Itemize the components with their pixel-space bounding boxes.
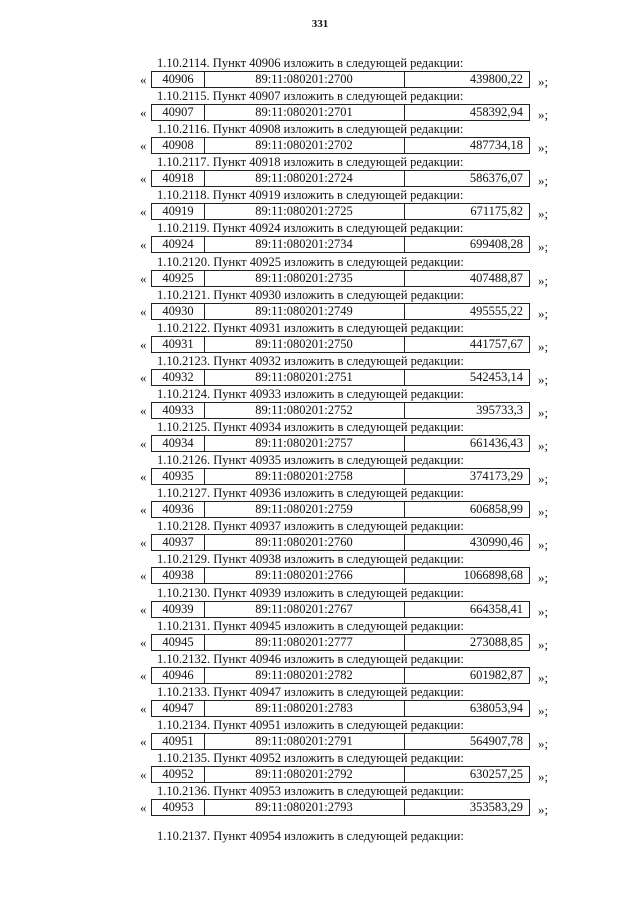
cadastral-number-cell: 89:11:080201:2725 [204, 203, 405, 220]
cadastral-number-cell: 89:11:080201:2734 [204, 236, 405, 253]
cadastral-number-cell: 89:11:080201:2701 [204, 104, 405, 121]
amendment-entry [0, 685, 640, 718]
amendment-entry [0, 221, 640, 254]
amendment-entry [0, 354, 640, 387]
amendment-heading: 1.10.2127. Пункт 40936 изложить в следующей редакции: [157, 486, 464, 501]
opening-quote: « [140, 667, 147, 683]
opening-quote: « [140, 601, 147, 617]
amendment-entry [0, 89, 640, 122]
closing-quote: »; [538, 206, 549, 222]
item-number-cell: 40906 [151, 71, 205, 88]
item-number-cell: 40932 [151, 369, 205, 386]
table-row [0, 468, 640, 485]
closing-quote: »; [538, 603, 549, 619]
value-cell: 273088,85 [405, 634, 530, 651]
cadastral-number-cell: 89:11:080201:2766 [204, 567, 405, 584]
table-row [0, 601, 640, 618]
amendment-heading: 1.10.2133. Пункт 40947 изложить в следующей редакции: [157, 684, 464, 699]
cadastral-number-cell: 89:11:080201:2752 [204, 402, 405, 419]
value-cell: 542453,14 [405, 369, 530, 386]
table-row [0, 336, 640, 353]
closing-quote: »; [538, 570, 549, 586]
amendment-entry [0, 453, 640, 486]
opening-quote: « [140, 72, 147, 87]
table-row [0, 634, 640, 651]
value-cell: 564907,78 [405, 733, 530, 750]
amendment-heading: 1.10.2134. Пункт 40951 изложить в следующей редакции: [157, 717, 464, 732]
amendment-entry [0, 586, 640, 619]
value-cell: 495555,22 [405, 303, 530, 320]
amendment-heading: 1.10.2123. Пункт 40932 изложить в следующей редакции: [157, 353, 464, 368]
cadastral-number-cell: 89:11:080201:2702 [204, 137, 405, 154]
table-row [0, 766, 640, 783]
opening-quote: « [140, 105, 147, 121]
table-row [0, 733, 640, 750]
closing-quote: »; [538, 702, 549, 718]
item-number-cell: 40908 [151, 137, 205, 154]
item-number-cell: 40953 [151, 799, 205, 816]
amendment-entry [0, 56, 640, 89]
amendment-list [0, 56, 640, 817]
opening-quote: « [140, 535, 147, 551]
amendment-entry [0, 122, 640, 155]
closing-quote: »; [538, 173, 549, 189]
value-cell: 601982,87 [405, 667, 530, 684]
amendment-heading: 1.10.2132. Пункт 40946 изложить в следующей редакции: [157, 651, 464, 666]
closing-quote: »; [538, 404, 549, 420]
item-number-cell: 40936 [151, 501, 205, 518]
table-row [0, 534, 640, 551]
amendment-entry [0, 652, 640, 685]
opening-quote: « [140, 634, 147, 650]
table-row [0, 435, 640, 452]
opening-quote: « [140, 733, 147, 749]
value-cell: 439800,22 [405, 71, 530, 88]
cadastral-number-cell: 89:11:080201:2757 [204, 435, 405, 452]
value-cell: 671175,82 [405, 203, 530, 220]
item-number-cell: 40918 [151, 170, 205, 187]
opening-quote: « [140, 138, 147, 154]
value-cell: 664358,41 [405, 601, 530, 618]
item-number-cell: 40925 [151, 270, 205, 287]
page-number: 331 [311, 18, 329, 30]
table-row [0, 700, 640, 717]
closing-quote: »; [538, 107, 549, 123]
item-number-cell: 40938 [151, 567, 205, 584]
amendment-entry [0, 486, 640, 519]
item-number-cell: 40952 [151, 766, 205, 783]
amendment-entry [0, 155, 640, 188]
amendment-heading: 1.10.2125. Пункт 40934 изложить в следующей редакции: [157, 420, 464, 435]
item-number-cell: 40939 [151, 601, 205, 618]
opening-quote: « [140, 800, 147, 816]
amendment-heading: 1.10.2130. Пункт 40939 изложить в следующей редакции: [157, 585, 464, 600]
item-number-cell: 40935 [151, 468, 205, 485]
amendment-heading: 1.10.2131. Пункт 40945 изложить в следующей редакции: [157, 618, 464, 633]
cadastral-number-cell: 89:11:080201:2751 [204, 369, 405, 386]
item-number-cell: 40919 [151, 203, 205, 220]
opening-quote: « [140, 469, 147, 485]
amendment-heading: 1.10.2115. Пункт 40907 изложить в следующей редакции: [157, 89, 464, 104]
closing-quote: »; [538, 636, 549, 652]
opening-quote: « [140, 502, 147, 518]
table-row [0, 303, 640, 320]
value-cell: 586376,07 [405, 170, 530, 187]
table-row [0, 137, 640, 154]
table-row [0, 667, 640, 684]
closing-quote: »; [538, 438, 549, 454]
amendment-heading: 1.10.2120. Пункт 40925 изложить в следующей редакции: [157, 254, 464, 269]
amendment-entry [0, 188, 640, 221]
amendment-entry [0, 619, 640, 652]
amendment-entry [0, 519, 640, 552]
final-amendment-heading: 1.10.2137. Пункт 40954 изложить в следующей редакции: [157, 829, 464, 843]
value-cell: 630257,25 [405, 766, 530, 783]
closing-quote: »; [538, 802, 549, 818]
table-row [0, 203, 640, 220]
value-cell: 661436,43 [405, 435, 530, 452]
amendment-entry [0, 288, 640, 321]
amendment-entry [0, 784, 640, 817]
table-row [0, 71, 640, 88]
amendment-entry [0, 420, 640, 453]
opening-quote: « [140, 766, 147, 782]
amendment-heading: 1.10.2116. Пункт 40908 изложить в следующей редакции: [157, 122, 464, 137]
item-number-cell: 40937 [151, 534, 205, 551]
amendment-heading: 1.10.2118. Пункт 40919 изложить в следующей редакции: [157, 188, 464, 203]
closing-quote: »; [538, 371, 549, 387]
amendment-entry [0, 255, 640, 288]
amendment-entry [0, 751, 640, 784]
closing-quote: »; [538, 537, 549, 553]
closing-quote: »; [538, 338, 549, 354]
table-row [0, 567, 640, 584]
closing-quote: »; [538, 504, 549, 520]
opening-quote: « [140, 436, 147, 452]
amendment-entry [0, 321, 640, 354]
value-cell: 441757,67 [405, 336, 530, 353]
table-row [0, 402, 640, 419]
item-number-cell: 40924 [151, 236, 205, 253]
value-cell: 487734,18 [405, 137, 530, 154]
table-row [0, 799, 640, 816]
cadastral-number-cell: 89:11:080201:2749 [204, 303, 405, 320]
cadastral-number-cell: 89:11:080201:2724 [204, 170, 405, 187]
item-number-cell: 40931 [151, 336, 205, 353]
item-number-cell: 40907 [151, 104, 205, 121]
table-row [0, 236, 640, 253]
cadastral-number-cell: 89:11:080201:2750 [204, 336, 405, 353]
closing-quote: »; [538, 735, 549, 751]
amendment-entry [0, 387, 640, 420]
closing-quote: »; [538, 305, 549, 321]
cadastral-number-cell: 89:11:080201:2792 [204, 766, 405, 783]
item-number-cell: 40934 [151, 435, 205, 452]
cadastral-number-cell: 89:11:080201:2767 [204, 601, 405, 618]
value-cell: 1066898,68 [405, 567, 530, 584]
opening-quote: « [140, 171, 147, 187]
table-row [0, 270, 640, 287]
amendment-heading: 1.10.2128. Пункт 40937 изложить в следующей редакции: [157, 519, 464, 534]
amendment-heading: 1.10.2114. Пункт 40906 изложить в следующей редакции: [157, 56, 464, 70]
item-number-cell: 40945 [151, 634, 205, 651]
table-row [0, 104, 640, 121]
cadastral-number-cell: 89:11:080201:2793 [204, 799, 405, 816]
opening-quote: « [140, 369, 147, 385]
closing-quote: »; [538, 471, 549, 487]
amendment-entry [0, 718, 640, 751]
amendment-heading: 1.10.2136. Пункт 40953 изложить в следующей редакции: [157, 784, 464, 799]
cadastral-number-cell: 89:11:080201:2735 [204, 270, 405, 287]
value-cell: 395733,3 [405, 402, 530, 419]
opening-quote: « [140, 270, 147, 286]
table-row [0, 369, 640, 386]
cadastral-number-cell: 89:11:080201:2760 [204, 534, 405, 551]
opening-quote: « [140, 204, 147, 220]
item-number-cell: 40933 [151, 402, 205, 419]
amendment-heading: 1.10.2124. Пункт 40933 изложить в следующей редакции: [157, 386, 464, 401]
opening-quote: « [140, 700, 147, 716]
amendment-entry [0, 552, 640, 585]
closing-quote: »; [538, 239, 549, 255]
cadastral-number-cell: 89:11:080201:2782 [204, 667, 405, 684]
opening-quote: « [140, 336, 147, 352]
closing-quote: »; [538, 669, 549, 685]
cadastral-number-cell: 89:11:080201:2783 [204, 700, 405, 717]
item-number-cell: 40930 [151, 303, 205, 320]
item-number-cell: 40947 [151, 700, 205, 717]
value-cell: 458392,94 [405, 104, 530, 121]
value-cell: 430990,46 [405, 534, 530, 551]
cadastral-number-cell: 89:11:080201:2791 [204, 733, 405, 750]
amendment-heading: 1.10.2126. Пункт 40935 изложить в следующей редакции: [157, 453, 464, 468]
opening-quote: « [140, 237, 147, 253]
cadastral-number-cell: 89:11:080201:2777 [204, 634, 405, 651]
amendment-heading: 1.10.2122. Пункт 40931 изложить в следующей редакции: [157, 320, 464, 335]
table-row [0, 170, 640, 187]
value-cell: 353583,29 [405, 799, 530, 816]
cadastral-number-cell: 89:11:080201:2759 [204, 501, 405, 518]
amendment-heading: 1.10.2119. Пункт 40924 изложить в следующей редакции: [157, 221, 464, 236]
amendment-heading: 1.10.2121. Пункт 40930 изложить в следующей редакции: [157, 287, 464, 302]
value-cell: 699408,28 [405, 236, 530, 253]
amendment-heading: 1.10.2117. Пункт 40918 изложить в следующей редакции: [157, 155, 464, 170]
closing-quote: »; [538, 768, 549, 784]
closing-quote: »; [538, 140, 549, 156]
cadastral-number-cell: 89:11:080201:2758 [204, 468, 405, 485]
value-cell: 407488,87 [405, 270, 530, 287]
opening-quote: « [140, 402, 147, 418]
item-number-cell: 40951 [151, 733, 205, 750]
opening-quote: « [140, 568, 147, 584]
table-row [0, 501, 640, 518]
value-cell: 638053,94 [405, 700, 530, 717]
item-number-cell: 40946 [151, 667, 205, 684]
opening-quote: « [140, 303, 147, 319]
cadastral-number-cell: 89:11:080201:2700 [204, 71, 405, 88]
closing-quote: »; [538, 272, 549, 288]
value-cell: 374173,29 [405, 468, 530, 485]
closing-quote: »; [538, 74, 549, 89]
value-cell: 606858,99 [405, 501, 530, 518]
amendment-heading: 1.10.2135. Пункт 40952 изложить в следующей редакции: [157, 750, 464, 765]
amendment-heading: 1.10.2129. Пункт 40938 изложить в следующей редакции: [157, 552, 464, 567]
